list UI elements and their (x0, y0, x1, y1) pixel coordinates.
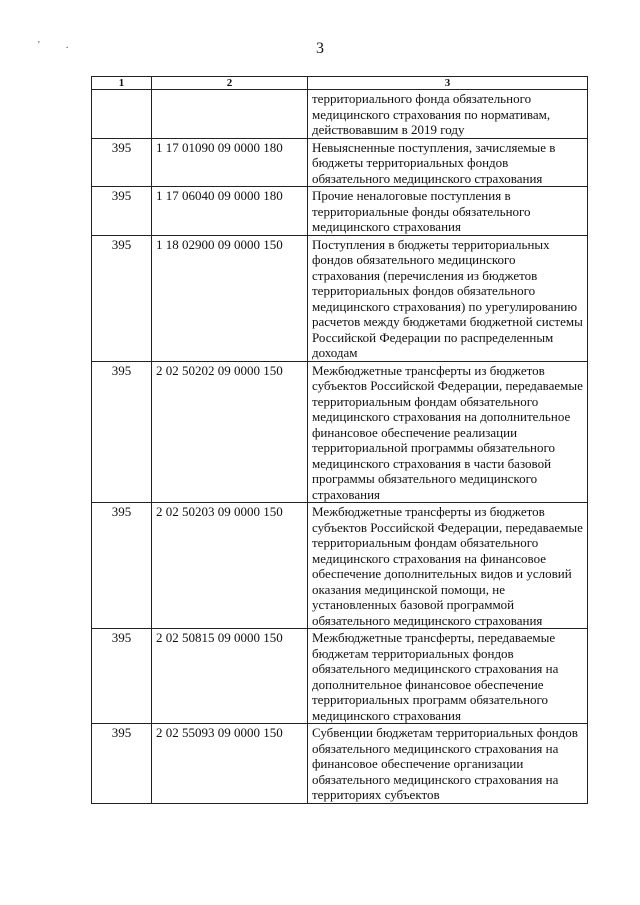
table-row (92, 503, 588, 629)
page-number: 3 (316, 40, 324, 57)
table-row (92, 629, 588, 724)
budget-code-cell (152, 90, 308, 139)
budget-code-cell: 2 02 55093 09 0000 150 (152, 724, 308, 804)
scan-mark: . (65, 40, 95, 51)
revenue-name-cell: Межбюджетные трансферты из бюджетов субъектов Российской Федерации, передаваемые территориальным фондам обязательного медицинского страхования на дополнительное финансовое обеспечение реализации территориальной программы обязательного медицинского страхования в части базовой программы обязательного медицинского страхования (308, 361, 588, 503)
table-row (92, 235, 588, 361)
revenue-name-cell: Прочие неналоговые поступления в территориальные фонды обязательного медицинского страхования (308, 187, 588, 236)
header-col-2: 2 (152, 77, 308, 90)
admin-code-cell: 395 (92, 629, 152, 724)
budget-code-cell: 2 02 50203 09 0000 150 (152, 503, 308, 629)
revenue-name-cell: территориального фонда обязательного медицинского страхования по нормативам, действовавшим в 2019 году (308, 90, 588, 139)
budget-code-cell: 1 17 06040 09 0000 180 (152, 187, 308, 236)
budget-code-cell: 2 02 50202 09 0000 150 (152, 361, 308, 503)
revenue-name-cell: Межбюджетные трансферты из бюджетов субъектов Российской Федерации, передаваемые территориальным фондам обязательного медицинского страхования на финансовое обеспечение дополнительных видов и условий оказания медицинской помощи, не установленных базовой программой обязательного медицинского страхования (308, 503, 588, 629)
revenue-name-cell: Поступления в бюджеты территориальных фондов обязательного медицинского страхования (перечисления из бюджетов территориальных фондов обязательного медицинского страхования) по урегулированию расчетов между бюджетами бюджетной системы Российской Федерации по распределенным доходам (308, 235, 588, 361)
budget-code-cell: 2 02 50815 09 0000 150 (152, 629, 308, 724)
admin-code-cell: 395 (92, 235, 152, 361)
admin-code-cell: 395 (92, 503, 152, 629)
admin-code-cell: 395 (92, 138, 152, 187)
header-col-1: 1 (92, 77, 152, 90)
table-row (92, 361, 588, 503)
table-row (92, 724, 588, 804)
revenue-name-cell: Межбюджетные трансферты, передаваемые бюджетам территориальных фондов обязательного медицинского страхования на дополнительное финансовое обеспечение территориальных программ обязательного медицинского страхования (308, 629, 588, 724)
admin-code-cell: 395 (92, 724, 152, 804)
table-row (92, 138, 588, 187)
scan-mark: ' (38, 40, 66, 51)
revenue-name-cell: Субвенции бюджетам территориальных фондов обязательного медицинского страхования на финансовое обеспечение организации обязательного медицинского страхования на территориях субъектов (308, 724, 588, 804)
revenue-name-cell: Невыясненные поступления, зачисляемые в бюджеты территориальных фондов обязательного медицинского страхования (308, 138, 588, 187)
admin-code-cell: 395 (92, 361, 152, 503)
admin-code-cell: 395 (92, 187, 152, 236)
admin-code-cell (92, 90, 152, 139)
budget-code-cell: 1 18 02900 09 0000 150 (152, 235, 308, 361)
budget-codes-table (91, 76, 588, 804)
table-row (92, 90, 588, 139)
table-header-row (92, 77, 588, 90)
table-row (92, 187, 588, 236)
header-col-3: 3 (308, 77, 588, 90)
budget-code-cell: 1 17 01090 09 0000 180 (152, 138, 308, 187)
